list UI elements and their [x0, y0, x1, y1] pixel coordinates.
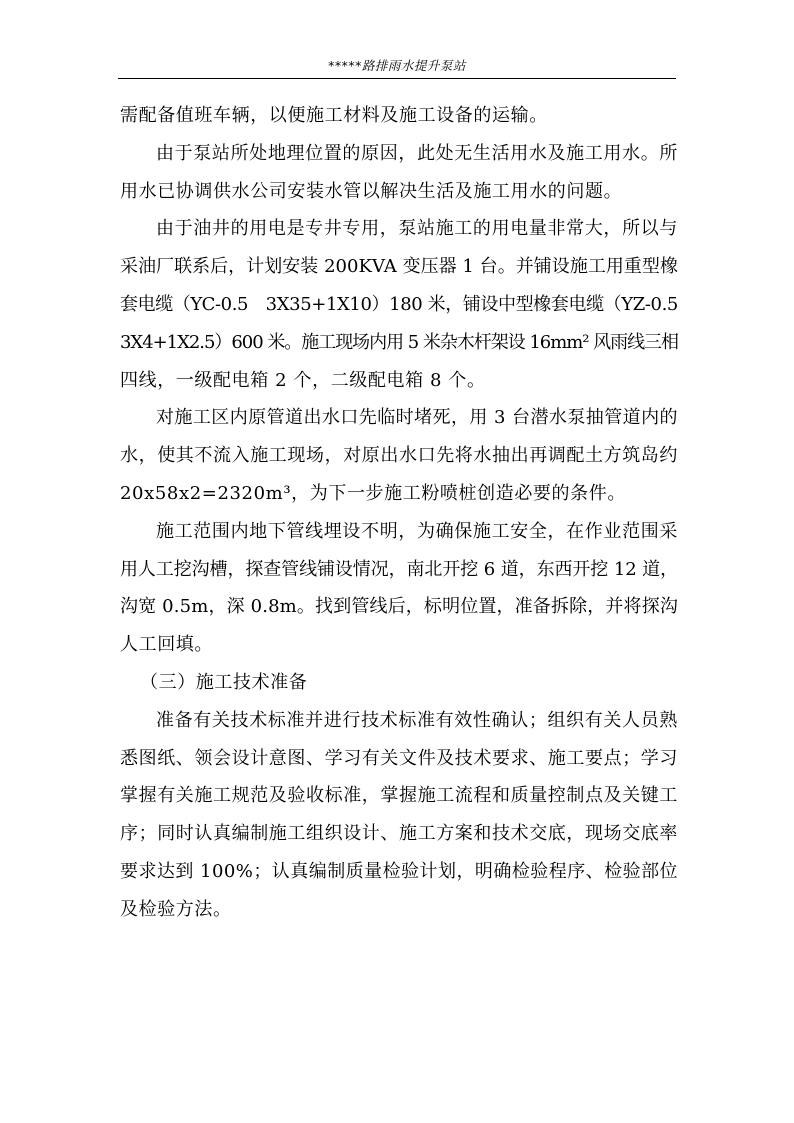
- text-line: 用水已协调供水公司安装水管以解决生活及施工用水的问题。: [120, 180, 623, 202]
- text-line: 由于泵站所处地理位置的原因，此处无生活用水及施工用水。所: [156, 142, 678, 164]
- text-line: 要求达到 100%；认真编制质量检验计划，明确检验程序、检验部位: [120, 860, 678, 882]
- text-line: 四线，一级配电箱 2 个，二级配电箱 8 个。: [120, 369, 486, 391]
- text-line: 3X4+1X2.5）600 米。施工现场内用 5 米杂木杆架设 16mm² 风雨线三相: [120, 331, 678, 353]
- paragraph: [120, 399, 678, 512]
- text-line: 20x58x2=2320m³，为下一步施工粉喷桩创造必要的条件。: [120, 482, 626, 504]
- text-line: 水，使其不流入施工现场，对原出水口先将水抽出再调配土方筑岛约: [120, 445, 678, 467]
- text-line: 悉图纸、领会设计意图、学习有关文件及技术要求、施工要点；学习: [120, 747, 678, 769]
- document-body: [120, 97, 678, 929]
- paragraph: [120, 702, 678, 929]
- text-line: 人工回填。: [120, 634, 213, 656]
- text-line: 施工范围内地下管线埋设不明，为确保施工安全，在作业范围采: [156, 520, 678, 542]
- text-line: 准备有关技术标准并进行技术标准有效性确认；组织有关人员熟: [156, 709, 678, 731]
- text-line: 需配备值班车辆，以便施工材料及施工设备的运输。: [120, 105, 548, 126]
- text-line: 对施工区内原管道出水口先临时堵死，用 3 台潜水泵抽管道内的: [156, 407, 678, 429]
- section-heading: [120, 664, 678, 702]
- paragraph: [120, 513, 678, 664]
- section-heading-text: （三）施工技术准备: [140, 671, 308, 693]
- text-line: 及检验方法。: [120, 898, 232, 920]
- paragraph: [120, 135, 678, 211]
- text-line: 序；同时认真编制施工组织设计、施工方案和技术交底，现场交底率: [120, 823, 678, 845]
- text-line: 沟宽 0.5m，深 0.8m。找到管线后，标明位置，准备拆除，并将探沟: [120, 596, 678, 618]
- text-line: 采油厂联系后，计划安装 200KVA 变压器 1 台。并铺设施工用重型橡: [120, 256, 678, 278]
- page-header: [118, 50, 676, 79]
- text-line: 用人工挖沟槽，探查管线铺设情况，南北开挖 6 道，东西开挖 12 道，: [120, 558, 678, 580]
- paragraph: [120, 210, 678, 399]
- header-title: *****路排雨水提升泵站: [328, 58, 466, 73]
- text-line: 套电缆（YC-0.5 3X35+1X10）180 米，铺设中型橡套电缆（YZ-0.5: [120, 293, 678, 315]
- text-line: 掌握有关施工规范及验收标准，掌握施工流程和质量控制点及关键工: [120, 785, 678, 807]
- text-line: 由于油井的用电是专井专用，泵站施工的用电量非常大，所以与: [156, 218, 678, 240]
- paragraph: [120, 97, 678, 135]
